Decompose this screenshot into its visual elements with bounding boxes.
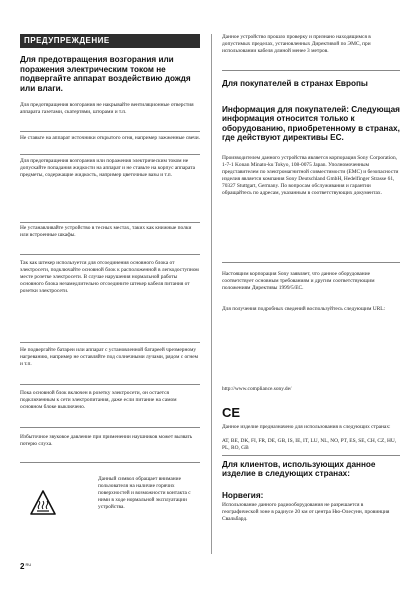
divider — [20, 131, 200, 132]
right-paragraph-norway: Использование данного радиооборудования не разрешается в географической зоне в радиусе 20 км от центра Ню-Олесунн, провинция Свальбард. — [222, 502, 390, 523]
warning-banner: ПРЕДУПРЕЖДЕНИЕ — [20, 34, 200, 48]
divider — [20, 427, 200, 428]
ce-mark-logo — [222, 405, 252, 419]
left-paragraph-1: Для предотвращения возгорания не накрывайте вентиляционные отверстия аппарата газетами, скатертями, шторами и т.п. — [20, 102, 194, 116]
page-language: RU — [25, 562, 32, 567]
left-paragraph-2: Не ставьте на аппарат источники открытого огня, например зажженные свечи. — [20, 135, 200, 141]
divider — [222, 455, 400, 456]
column-separator — [211, 34, 212, 554]
warning-heading: Для предотвращения возгорания или поражения электрическим током не подвергайте аппарат воздействию дождя или влаги. — [20, 55, 191, 93]
right-paragraph-declaration: Настоящим корпорация Sony заявляет, что данное оборудование соответствует основным требованиям и другим соответствующим положениям Директивы 1999/5/EC. — [222, 271, 375, 292]
right-paragraph-url-intro: Для получения подробных сведений воспользуйтесь следующим URL: — [222, 306, 386, 312]
divider — [20, 154, 200, 155]
section-heading-europe: Для покупателей в странах Европы — [222, 79, 368, 88]
hot-surface-symbol-text: Данный символ обращает внимание пользователя на наличие горячих поверхностей и возможности контакта с ними в ходе нормальной эксплуатации устройства. — [98, 476, 191, 511]
left-paragraph-3: Для предотвращения возгорания или поражения электрическим током не допускайте попадания жидкости на аппарат и не ставьте на корпус аппарата предметы, содержащие жидкость, например цветочные вазы и т.п. — [20, 158, 196, 179]
right-paragraph-manufacturer: Производителем данного устройства является корпорация Sony Corporation, 1-7-1 Konan Minato-ku Tokyo, 108-0075 Japan. Уполномоченным представителем по электромагнитной совместимости (ЕМС) и безопасности изделия является компания Sony Deutschland GmbH, Hedelfinger Strasse 61, 70327 Stuttgart, Germany. По вопросам обслуживания и гарантии обращайтесь по адресам, указанным в соответствующих документах. — [222, 155, 399, 197]
divider — [222, 70, 400, 71]
divider — [20, 384, 200, 385]
compliance-url[interactable]: http://www.compliance.sony.de/ — [222, 386, 292, 392]
divider — [20, 254, 200, 255]
right-paragraph-emc: Данное устройство прошло проверку и признано находящимся в допустимых пределах, установленных Директивой по ЭМС, при использовании кабеля длиной менее 3 метров. — [222, 34, 371, 55]
left-paragraph-7: Пока основной блок включен в розетку электросети, он остается подключенным к сети электропитания, даже если питание на самом основном блоке выключено. — [20, 390, 177, 411]
divider — [20, 462, 200, 463]
divider — [20, 342, 200, 343]
left-paragraph-6: Не подвергайте батареи или аппарат с установленной батареей чрезмерному нагреванию, например не оставляйте под солнечными лучами, рядом с огнем и т.п. — [20, 347, 199, 368]
section-heading-eu-info: Информация для покупателей: Следующая информация относится только к оборудованию, приобретенному в странах, где действуют директивы ЕС. — [222, 105, 400, 143]
country-list: AT, BE, DK, FI, FR, DE, GB, IS, IE, IT, LU, NL, NO, PT, ES, SE, CH, CZ, HU, PL, RO, GB — [222, 438, 397, 452]
divider — [222, 262, 400, 263]
page-number-value: 2 — [20, 562, 25, 571]
left-paragraph-8: Избыточное звуковое давление при применении наушников может вызвать потерю слуха. — [20, 434, 193, 448]
page-number — [20, 562, 31, 571]
hot-surface-warning-icon — [29, 489, 57, 517]
ce-mark-text: CE — [222, 405, 241, 419]
divider — [20, 222, 200, 223]
left-paragraph-4: Не устанавливайте устройство в тесных местах, таких как книжные полки или встроенные шкафы. — [20, 225, 192, 239]
section-heading-countries: Для клиентов, использующих данное изделие в следующих странах: — [222, 460, 376, 479]
left-paragraph-5: Так как штекер используется для отсоединения основного блока от электросети, подключайте основной блок к расположенной в легкодоступном месте розетке электросети. В случае нарушения нормальной работы основного блока незамедлительно отсоедините штекер кабеля питания от розетки электросети. — [20, 260, 199, 295]
right-paragraph-countries-intro: Данное изделие предназначено для использования в следующих странах: — [222, 424, 391, 430]
section-heading-norway: Норвегия: — [222, 491, 264, 500]
